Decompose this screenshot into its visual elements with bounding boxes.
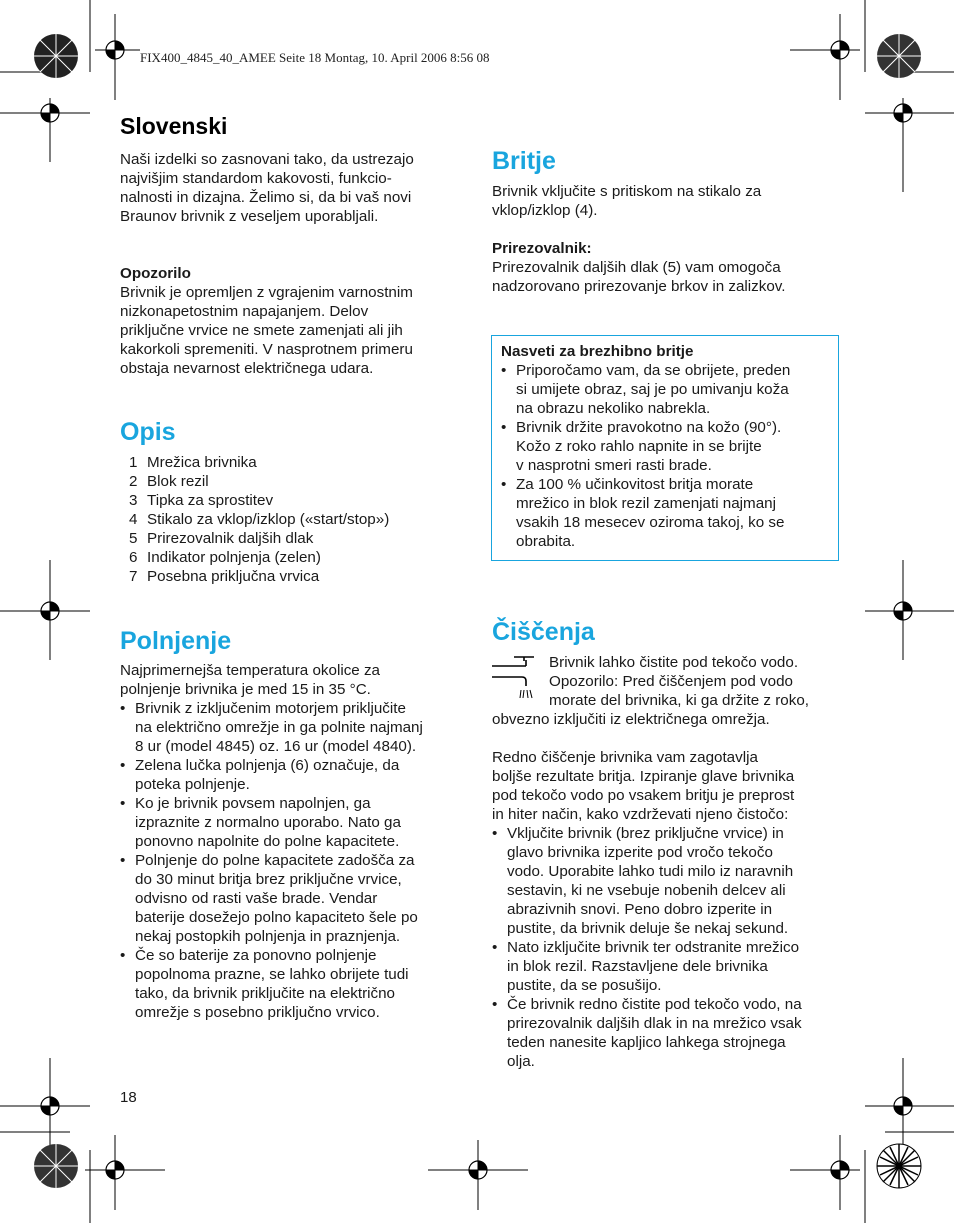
bullet-item: • Zelena lučka polnjenja (6) označuje, da poteka polnjenje.: [120, 756, 465, 794]
cleaning-bullets: [492, 824, 837, 1071]
charging-intro-line: polnjenje brivnika je med 15 in 35 °C.: [120, 681, 371, 698]
cleaning-para-line: pod tekočo vodo po vsakem britju je preprost: [492, 787, 795, 804]
intro-line: nalnosti in dizajna. Želimo si, da bi vaš novi: [120, 189, 412, 206]
part-label: Blok rezil: [147, 473, 209, 490]
shaving-title: Britje: [492, 147, 556, 175]
trimmer-line: Prirezovalnik daljših dlak (5) vam omogoča: [492, 259, 781, 276]
shaving-section: [492, 182, 837, 220]
charging-bullets: [120, 699, 465, 1022]
intro-line: Braunov brivnik z veseljem uporabljali.: [120, 208, 379, 225]
cleaning-para-line: Redno čiščenje brivnika vam zagotavlja: [492, 749, 758, 766]
charging-title: Polnjenje: [120, 627, 232, 655]
page-number: 18: [120, 1089, 137, 1106]
part-label: Tipka za sprostitev: [147, 492, 274, 509]
description-title: Opis: [120, 418, 176, 446]
warning-line: obstaja nevarnost električnega udara.: [120, 360, 374, 377]
bullet-item: • Brivnik z izključenim motorjem priključite na električno omrežje in ga polnite najmanj 8 ur (model 4845) oz. 16 ur (model 4840).: [120, 699, 465, 756]
bullet-item: • Priporočamo vam, da se obrijete, preden si umijete obraz, saj je po umivanju koža na obrazu nekoliko nabrekla.: [501, 361, 830, 418]
bullet-item: • Za 100 % učinkovitost britja morate mrežico in blok rezil zamenjati najmanj vsakih 18 mesecev oziroma takoj, ko se obrabita.: [501, 475, 830, 551]
cleaning-line: Brivnik lahko čistite pod tekočo vodo.: [549, 654, 799, 671]
part-number: 3: [129, 492, 138, 509]
intro-paragraph: [120, 150, 465, 226]
cleaning-line: morate del brivnika, ki ga držite z roko,: [549, 692, 809, 709]
part-item: [120, 453, 465, 472]
water-tap-icon: [492, 654, 544, 700]
part-number: 7: [129, 568, 138, 585]
warning-line: kakorkoli spremeniti. V nasprotnem primeru: [120, 341, 413, 358]
print-header: FIX400_4845_40_AMEE Seite 18 Montag, 10. April 2006 8:56 08: [140, 50, 490, 65]
bullet-item: • Nato izključite brivnik ter odstranite mrežico in blok rezil. Razstavljene dele brivnika pustite, da se posušijo.: [492, 938, 837, 995]
part-label: Mrežica brivnika: [147, 454, 257, 471]
cleaning-line: obvezno izključiti iz električnega omrežja.: [492, 711, 770, 728]
intro-line: Naši izdelki so zasnovani tako, da ustrezajo: [120, 151, 414, 168]
bullet-item: • Ko je brivnik povsem napolnjen, ga izpraznite z normalno uporabo. Nato ga ponovno napolnite do polne kapacitete.: [120, 794, 465, 851]
cleaning-para-line: boljše rezultate britja. Izpiranje glave brivnika: [492, 768, 795, 785]
shaving-line: vklop/izklop (4).: [492, 202, 598, 219]
tips-box: [491, 335, 839, 561]
charging-section: [120, 661, 465, 1022]
part-item: [120, 529, 465, 548]
tips-title: Nasveti za brezhibno britje: [501, 343, 694, 360]
bullet-item: • Vključite brivnik (brez priključne vrvice) in glavo brivnika izperite pod vročo tekočo vodo. Uporabite lahko tudi milo iz naravnih sestavin, ki ne vsebuje nobenih delcev ali abrazivnih snovi. Peno dobro izperite in pustite, da brivnik deluje še nekaj sekund.: [492, 824, 837, 938]
charging-intro-line: Najprimernejša temperatura okolice za: [120, 662, 380, 679]
part-label: Posebna priključna vrvica: [147, 568, 320, 585]
cleaning-section: [492, 710, 837, 1071]
part-number: 5: [129, 530, 138, 547]
language-title: Slovenski: [120, 113, 228, 139]
warning-line: priključne vrvice ne smete zamenjati ali jih: [120, 322, 403, 339]
part-label: Prirezovalnik daljših dlak: [147, 530, 314, 547]
intro-line: najvišjim standardom kakovosti, funkcio-: [120, 170, 392, 187]
warning-line: nizkonapetostnim napajanjem. Delov: [120, 303, 369, 320]
part-item: [120, 472, 465, 491]
bullet-item: • Polnjenje do polne kapacitete zadošča za do 30 minut britja brez priključne vrvice, odvisno od rasti vaše brade. Vendar baterije dosežejo polno kapaciteto šele po nekaj postopkih polnjenja in praznjenja.: [120, 851, 465, 946]
part-item: [120, 510, 465, 529]
tips-bullets: [501, 361, 830, 551]
bullet-item: • Če so baterije za ponovno polnjenje popolnoma prazne, se lahko obrijete tudi tako, da brivnik priključite na električno omrežje s posebno priključno vrvico.: [120, 946, 465, 1022]
part-label: Stikalo za vklop/izklop («start/stop»): [147, 511, 390, 528]
cleaning-icon-text: [549, 653, 839, 710]
warning-section: [120, 264, 465, 378]
trimmer-section: [492, 239, 837, 296]
trimmer-title: Prirezovalnik:: [492, 240, 592, 257]
warning-title: Opozorilo: [120, 265, 191, 282]
part-label: Indikator polnjenja (zelen): [147, 549, 321, 566]
part-item: [120, 567, 465, 586]
cleaning-para-line: in hiter način, kako vzdrževati njeno čistočo:: [492, 806, 789, 823]
part-item: [120, 548, 465, 567]
cleaning-line: Opozorilo: Pred čiščenjem pod vodo: [549, 673, 793, 690]
trimmer-line: nadzorovano prirezovanje brkov in zalizkov.: [492, 278, 786, 295]
bullet-item: • Če brivnik redno čistite pod tekočo vodo, na prirezovalnik daljših dlak in na mrežico vsak teden nanesite kapljico lahkega strojnega olja.: [492, 995, 837, 1071]
part-number: 1: [129, 454, 138, 471]
bullet-item: • Brivnik držite pravokotno na kožo (90°). Kožo z roko rahlo napnite in se brijte v nasprotni smeri rasti brade.: [501, 418, 830, 475]
shaving-line: Brivnik vključite s pritiskom na stikalo za: [492, 183, 762, 200]
part-number: 6: [129, 549, 138, 566]
parts-list: [120, 453, 465, 586]
cleaning-title: Čiščenja: [492, 618, 595, 646]
part-item: [120, 491, 465, 510]
warning-line: Brivnik je opremljen z vgrajenim varnostnim: [120, 284, 413, 301]
part-number: 2: [129, 473, 138, 490]
part-number: 4: [129, 511, 138, 528]
